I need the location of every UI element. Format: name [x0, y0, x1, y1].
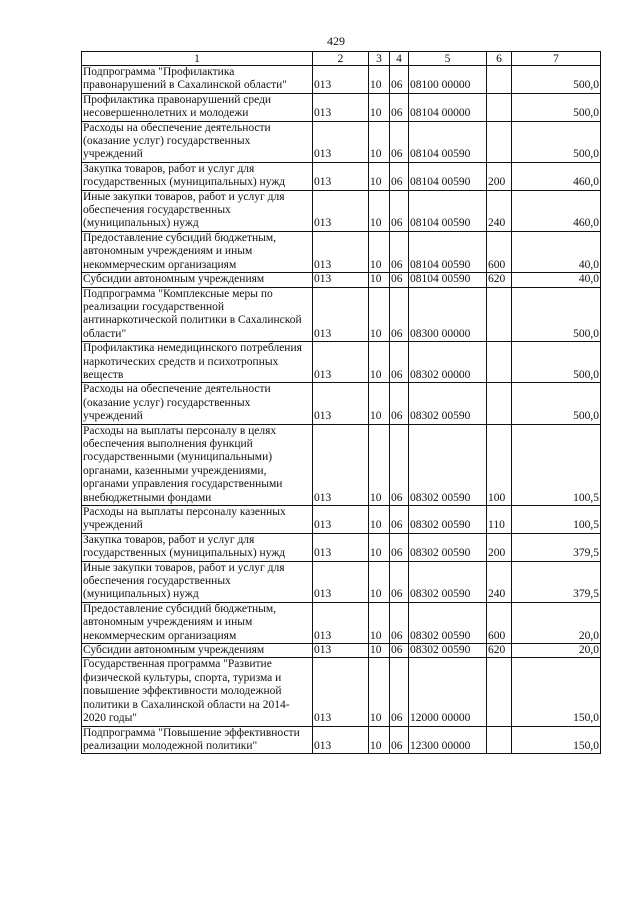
- header-cell: 5: [409, 52, 487, 66]
- row-subsection-cell: 06: [390, 602, 409, 643]
- table-row: [82, 66, 601, 94]
- budget-table: [81, 51, 601, 754]
- row-name-cell: Иные закупки товаров, работ и услуг для обеспечения государственных (муниципальных) нужд: [82, 190, 313, 231]
- header-cell: 4: [390, 52, 409, 66]
- row-expense-type-cell: [487, 66, 512, 94]
- row-ved-cell: 013: [313, 424, 369, 505]
- table-row: [82, 424, 601, 505]
- row-target-article-cell: 08302 00590: [409, 533, 487, 561]
- table-row: [82, 273, 601, 287]
- page-number: 429: [327, 34, 345, 48]
- row-amount-cell: 500,0: [512, 287, 601, 342]
- row-name-cell: Предоставление субсидий бюджетным, автономным учреждениям и иным некоммерческим организациям: [82, 602, 313, 643]
- row-section-cell: 10: [369, 162, 390, 190]
- table-row: [82, 533, 601, 561]
- row-subsection-cell: 06: [390, 93, 409, 121]
- row-expense-type-cell: 240: [487, 190, 512, 231]
- row-section-cell: 10: [369, 66, 390, 94]
- table-row: [82, 231, 601, 272]
- row-ved-cell: 013: [313, 383, 369, 424]
- row-section-cell: 10: [369, 424, 390, 505]
- row-target-article-cell: 08104 00590: [409, 121, 487, 162]
- table-row: [82, 93, 601, 121]
- row-expense-type-cell: [487, 287, 512, 342]
- row-name-cell: Закупка товаров, работ и услуг для государственных (муниципальных) нужд: [82, 533, 313, 561]
- row-amount-cell: 379,5: [512, 533, 601, 561]
- row-section-cell: 10: [369, 726, 390, 754]
- row-subsection-cell: 06: [390, 66, 409, 94]
- row-amount-cell: 20,0: [512, 644, 601, 658]
- row-ved-cell: 013: [313, 121, 369, 162]
- row-name-cell: Расходы на выплаты персоналу казенных учреждений: [82, 506, 313, 534]
- row-target-article-cell: 08104 00590: [409, 190, 487, 231]
- row-amount-cell: 40,0: [512, 231, 601, 272]
- row-section-cell: 10: [369, 506, 390, 534]
- table-row: [82, 602, 601, 643]
- row-amount-cell: 500,0: [512, 383, 601, 424]
- row-subsection-cell: 06: [390, 658, 409, 726]
- header-cell: 6: [487, 52, 512, 66]
- row-target-article-cell: 08104 00590: [409, 273, 487, 287]
- row-subsection-cell: 06: [390, 506, 409, 534]
- row-name-cell: Расходы на обеспечение деятельности (оказание услуг) государственных учреждений: [82, 121, 313, 162]
- row-target-article-cell: 08302 00590: [409, 644, 487, 658]
- row-ved-cell: 013: [313, 644, 369, 658]
- row-amount-cell: 40,0: [512, 273, 601, 287]
- row-amount-cell: 150,0: [512, 658, 601, 726]
- table-row: [82, 658, 601, 726]
- row-amount-cell: 500,0: [512, 342, 601, 383]
- row-name-cell: Субсидии автономным учреждениям: [82, 273, 313, 287]
- row-ved-cell: 013: [313, 561, 369, 602]
- row-expense-type-cell: 600: [487, 231, 512, 272]
- row-ved-cell: 013: [313, 231, 369, 272]
- row-target-article-cell: 08302 00590: [409, 506, 487, 534]
- row-ved-cell: 013: [313, 506, 369, 534]
- row-ved-cell: 013: [313, 726, 369, 754]
- row-name-cell: Расходы на обеспечение деятельности (оказание услуг) государственных учреждений: [82, 383, 313, 424]
- row-ved-cell: 013: [313, 93, 369, 121]
- row-target-article-cell: 08104 00590: [409, 162, 487, 190]
- row-section-cell: 10: [369, 93, 390, 121]
- row-section-cell: 10: [369, 658, 390, 726]
- row-expense-type-cell: 240: [487, 561, 512, 602]
- row-target-article-cell: 12000 00000: [409, 658, 487, 726]
- row-subsection-cell: 06: [390, 726, 409, 754]
- row-subsection-cell: 06: [390, 342, 409, 383]
- row-name-cell: Профилактика немедицинского потребления наркотических средств и психотропных веществ: [82, 342, 313, 383]
- row-section-cell: 10: [369, 383, 390, 424]
- row-subsection-cell: 06: [390, 162, 409, 190]
- table-row: [82, 561, 601, 602]
- row-ved-cell: 013: [313, 602, 369, 643]
- row-section-cell: 10: [369, 644, 390, 658]
- row-name-cell: Подпрограмма "Повышение эффективности реализации молодежной политики": [82, 726, 313, 754]
- row-expense-type-cell: 200: [487, 162, 512, 190]
- header-row: [82, 52, 601, 66]
- row-section-cell: 10: [369, 342, 390, 383]
- row-expense-type-cell: 200: [487, 533, 512, 561]
- table-body: [82, 66, 601, 754]
- row-amount-cell: 100,5: [512, 424, 601, 505]
- table-row: [82, 644, 601, 658]
- row-expense-type-cell: [487, 342, 512, 383]
- row-target-article-cell: 08302 00590: [409, 561, 487, 602]
- row-expense-type-cell: [487, 383, 512, 424]
- row-name-cell: Профилактика правонарушений среди несовершеннолетних и молодежи: [82, 93, 313, 121]
- row-target-article-cell: 08302 00590: [409, 424, 487, 505]
- row-name-cell: Подпрограмма "Профилактика правонарушений в Сахалинской области": [82, 66, 313, 94]
- row-expense-type-cell: [487, 93, 512, 121]
- row-expense-type-cell: 620: [487, 273, 512, 287]
- row-amount-cell: 500,0: [512, 93, 601, 121]
- row-amount-cell: 500,0: [512, 66, 601, 94]
- row-amount-cell: 150,0: [512, 726, 601, 754]
- row-section-cell: 10: [369, 602, 390, 643]
- row-amount-cell: 500,0: [512, 121, 601, 162]
- row-section-cell: 10: [369, 231, 390, 272]
- row-target-article-cell: 08302 00000: [409, 342, 487, 383]
- row-subsection-cell: 06: [390, 231, 409, 272]
- table-row: [82, 121, 601, 162]
- row-expense-type-cell: 620: [487, 644, 512, 658]
- table-row: [82, 726, 601, 754]
- row-name-cell: Субсидии автономным учреждениям: [82, 644, 313, 658]
- row-ved-cell: 013: [313, 342, 369, 383]
- row-section-cell: 10: [369, 287, 390, 342]
- row-expense-type-cell: [487, 658, 512, 726]
- row-target-article-cell: 08104 00000: [409, 93, 487, 121]
- row-name-cell: Закупка товаров, работ и услуг для государственных (муниципальных) нужд: [82, 162, 313, 190]
- row-target-article-cell: 08302 00590: [409, 602, 487, 643]
- row-subsection-cell: 06: [390, 383, 409, 424]
- row-target-article-cell: 08302 00590: [409, 383, 487, 424]
- row-ved-cell: 013: [313, 533, 369, 561]
- table-row: [82, 162, 601, 190]
- row-ved-cell: 013: [313, 273, 369, 287]
- table-row: [82, 383, 601, 424]
- row-target-article-cell: 08300 00000: [409, 287, 487, 342]
- row-subsection-cell: 06: [390, 121, 409, 162]
- row-amount-cell: 379,5: [512, 561, 601, 602]
- row-name-cell: Предоставление субсидий бюджетным, автономным учреждениям и иным некоммерческим организациям: [82, 231, 313, 272]
- row-subsection-cell: 06: [390, 533, 409, 561]
- row-subsection-cell: 06: [390, 273, 409, 287]
- row-name-cell: Государственная программа "Развитие физической культуры, спорта, туризма и повышение эффективности молодежной политики в Сахалинской области на 2014-2020 годы": [82, 658, 313, 726]
- row-subsection-cell: 06: [390, 561, 409, 602]
- row-expense-type-cell: 110: [487, 506, 512, 534]
- row-name-cell: Иные закупки товаров, работ и услуг для обеспечения государственных (муниципальных) нужд: [82, 561, 313, 602]
- row-expense-type-cell: [487, 726, 512, 754]
- row-ved-cell: 013: [313, 658, 369, 726]
- row-amount-cell: 460,0: [512, 190, 601, 231]
- table-row: [82, 190, 601, 231]
- table-row: [82, 342, 601, 383]
- row-section-cell: 10: [369, 190, 390, 231]
- row-name-cell: Расходы на выплаты персоналу в целях обеспечения выполнения функций государственными (муниципальными) органами, казенными учреждениями, органами управления государственными внебюджетными фондами: [82, 424, 313, 505]
- row-amount-cell: 20,0: [512, 602, 601, 643]
- row-section-cell: 10: [369, 273, 390, 287]
- row-section-cell: 10: [369, 533, 390, 561]
- row-subsection-cell: 06: [390, 287, 409, 342]
- row-section-cell: 10: [369, 121, 390, 162]
- row-expense-type-cell: 100: [487, 424, 512, 505]
- row-section-cell: 10: [369, 561, 390, 602]
- row-ved-cell: 013: [313, 287, 369, 342]
- row-subsection-cell: 06: [390, 644, 409, 658]
- header-cell: 3: [369, 52, 390, 66]
- row-subsection-cell: 06: [390, 424, 409, 505]
- row-ved-cell: 013: [313, 190, 369, 231]
- header-cell: 7: [512, 52, 601, 66]
- row-target-article-cell: 08104 00590: [409, 231, 487, 272]
- row-expense-type-cell: [487, 121, 512, 162]
- row-expense-type-cell: 600: [487, 602, 512, 643]
- row-name-cell: Подпрограмма "Комплексные меры по реализации государственной антинаркотической политики в Сахалинской области": [82, 287, 313, 342]
- header-cell: 1: [82, 52, 313, 66]
- row-target-article-cell: 12300 00000: [409, 726, 487, 754]
- row-amount-cell: 460,0: [512, 162, 601, 190]
- row-ved-cell: 013: [313, 162, 369, 190]
- header-cell: 2: [313, 52, 369, 66]
- row-target-article-cell: 08100 00000: [409, 66, 487, 94]
- row-ved-cell: 013: [313, 66, 369, 94]
- table-row: [82, 506, 601, 534]
- table-row: [82, 287, 601, 342]
- row-subsection-cell: 06: [390, 190, 409, 231]
- row-amount-cell: 100,5: [512, 506, 601, 534]
